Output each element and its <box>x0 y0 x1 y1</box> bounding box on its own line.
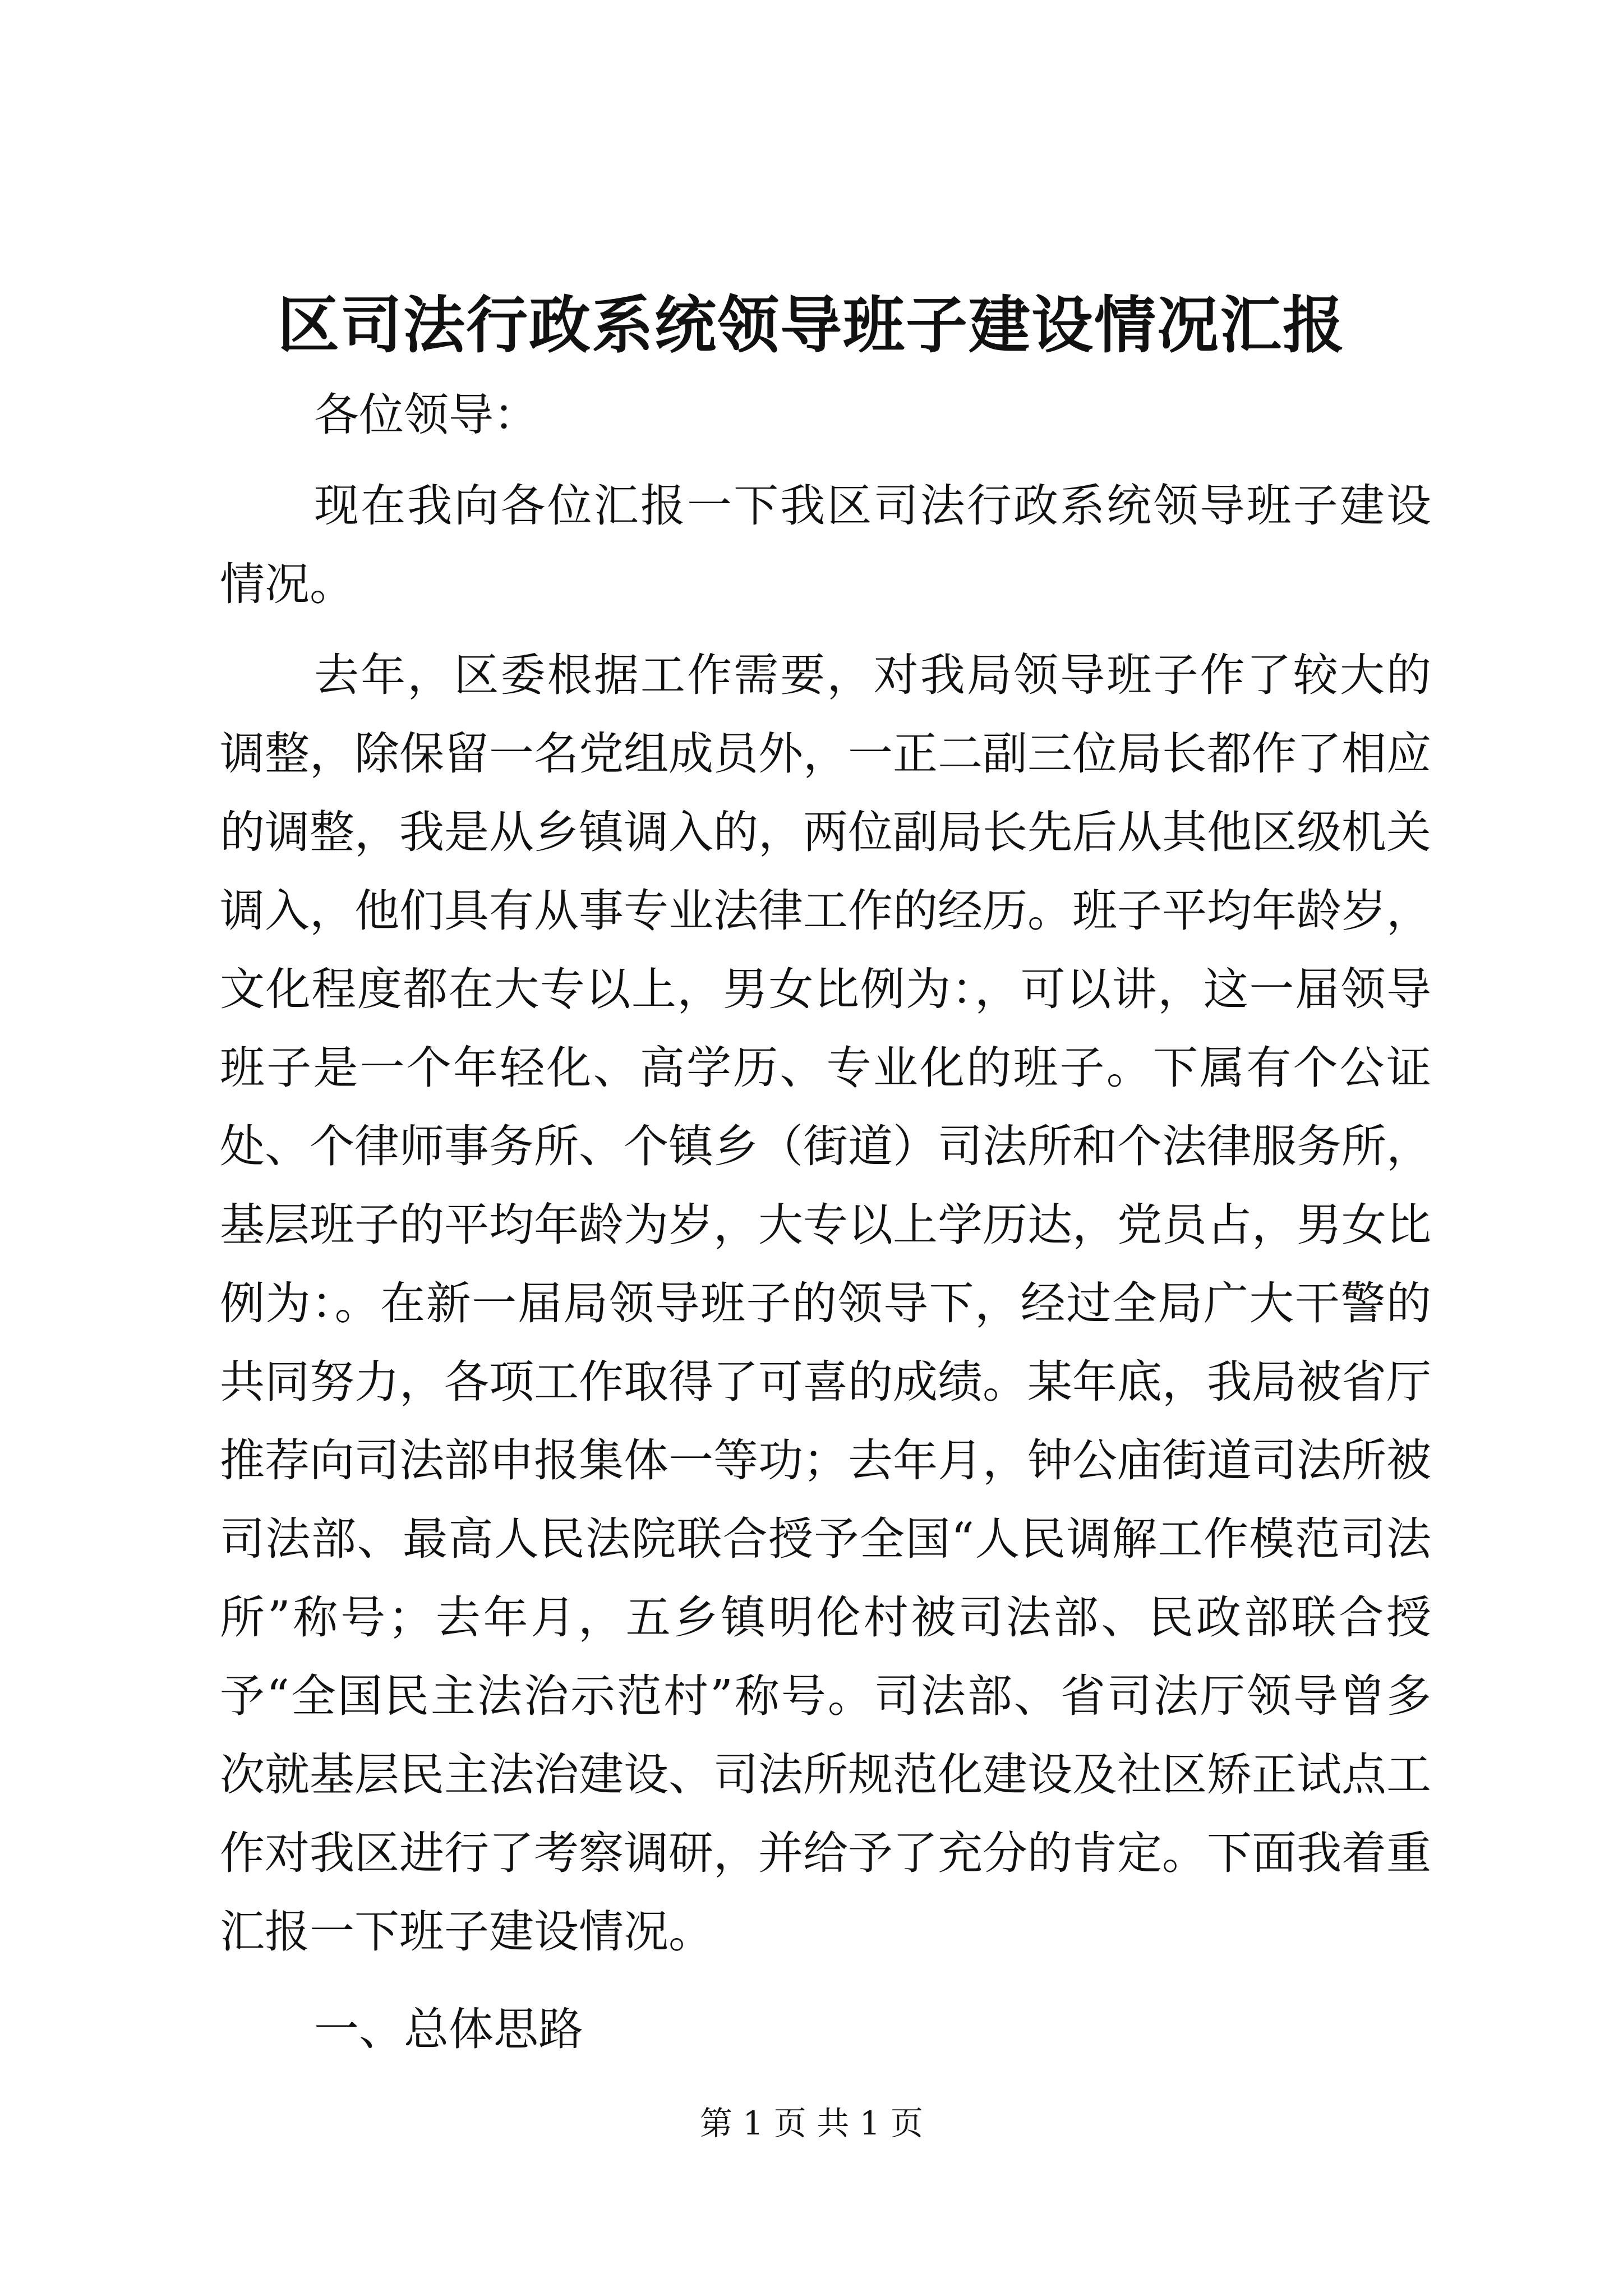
page-footer: 第 1 页 共 1 页 <box>700 2104 923 2142</box>
document-body <box>220 376 1431 2069</box>
section-heading: 一、总体思路 <box>314 2003 583 2055</box>
paragraph-main: 去年，区委根据工作需要，对我局领导班子作了较大的调整，除保留一名党组成员外，一正二副三位局长都作了相应的调整，我是从乡镇调入的，两位副局长先后从其他区级机关调入，他们具有从事专业法律工作的经历。班子平均年龄岁，文化程度都在大专以上，男女比例为：，可以讲，这一届领导班子是一个年轻化、高学历、专业化的班子。下属有个公证处、个律师事务所、个镇乡（街道）司法所和个法律服务所，基层班子的平均年龄为岁，大专以上学历达，党员占，男女比例为：。在新一届局领导班子的领导下，经过全局广大干警的共同努力，各项工作取得了可喜的成绩。某年底，我局被省厅推荐向司法部申报集体一等功；去年月，钟公庙街道司法所被司法部、最高人民法院联合授予全国“人民调解工作模范司法所”称号；去年月，五乡镇明伦村被司法部、民政部联合授予“全国民主法治示范村”称号。司法部、省司法厅领导曾多次就基层民主法治建设、司法所规范化建设及社区矫正试点工作对我区进行了考察调研，并给予了充分的肯定。下面我着重汇报一下班子建设情况。 <box>220 649 1431 1958</box>
paragraph-intro: 现在我向各位汇报一下我区司法行政系统领导班子建设情况。 <box>220 480 1431 610</box>
document-title: 区司法行政系统领导班子建设情况汇报 <box>278 289 1345 361</box>
greeting-line: 各位领导： <box>314 389 538 441</box>
